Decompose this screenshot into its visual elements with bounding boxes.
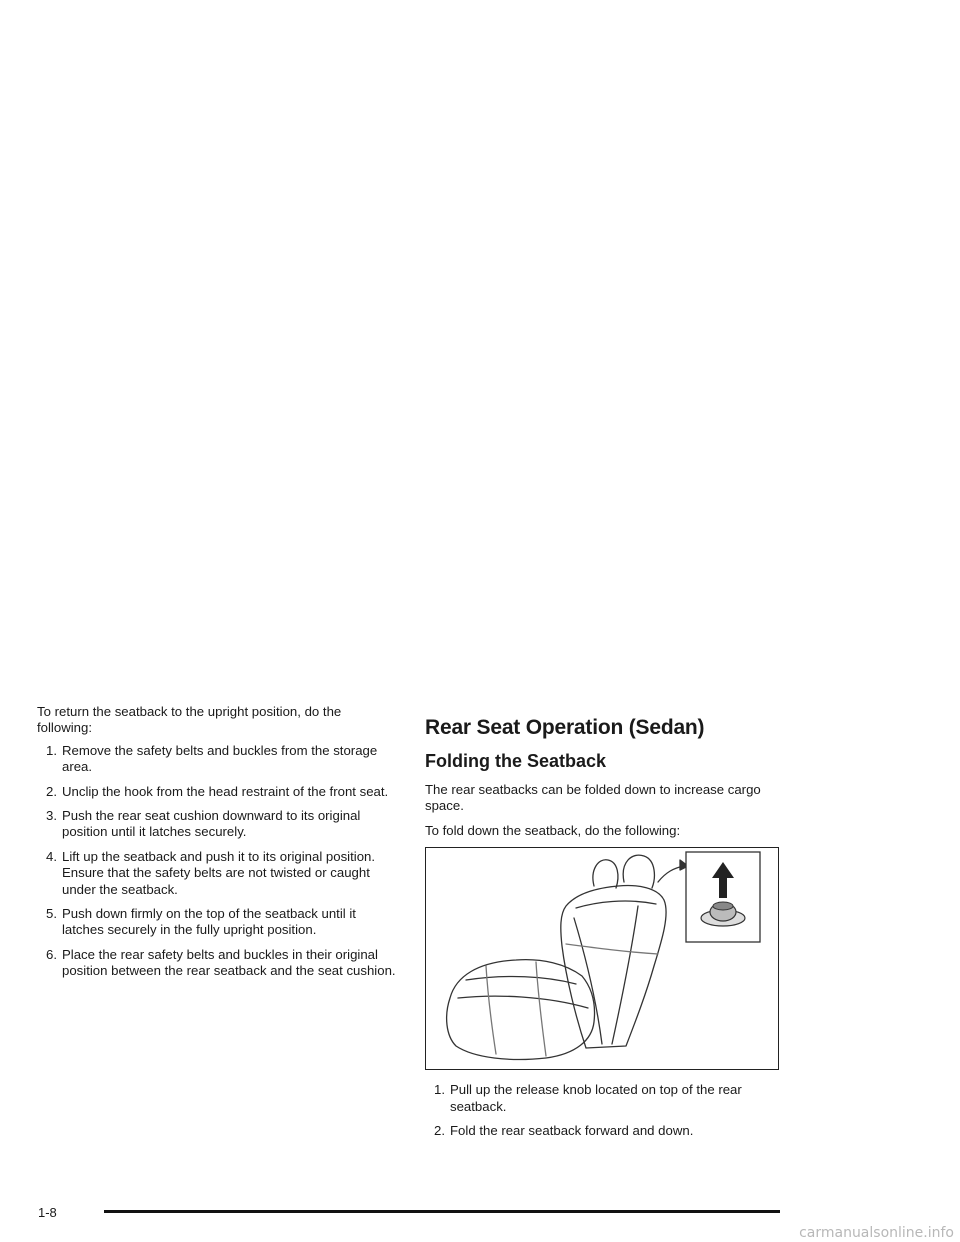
step-text: Place the rear safety belts and buckles in their original position between the rear seatback and the seat cushion.: [62, 946, 396, 979]
step-text: Push down firmly on the top of the seatback until it latches securely in the fully upright position.: [62, 906, 356, 938]
step-number: 5.: [46, 906, 57, 922]
seat-illustration: [425, 847, 779, 1070]
watermark: carmanualsonline.info: [799, 1225, 954, 1241]
step-text: Push the rear seat cushion downward to its original position until it latches securely.: [62, 808, 361, 840]
seatback: [561, 886, 666, 1048]
page-number: 1-8: [38, 1205, 57, 1220]
sub-title: Folding the Seatback: [425, 751, 607, 771]
list-item: [425, 1082, 781, 1115]
list-item: [37, 784, 399, 800]
left-column: [37, 704, 399, 988]
step-text: Lift up the seatback and push it to its original position. Ensure that the safety belts are not twisted or caught under the seatback.: [62, 848, 376, 897]
step-text: Remove the safety belts and buckles from the storage area.: [62, 742, 378, 775]
seat-cushion: [447, 960, 595, 1060]
description-paragraph: The rear seatbacks can be folded down to increase cargo space.: [425, 782, 761, 814]
list-item: [425, 1123, 781, 1139]
head-restraint-right: [623, 855, 654, 888]
section-title: Rear Seat Operation (Sedan): [425, 716, 705, 739]
step-text: Fold the rear seatback forward and down.: [450, 1123, 694, 1139]
list-item: [37, 743, 399, 776]
step-number: 3.: [46, 808, 57, 824]
instruction-paragraph: To fold down the seatback, do the following:: [425, 822, 681, 838]
list-item: [37, 947, 399, 980]
step-number: 6.: [46, 946, 57, 962]
rear-seat-drawing: [426, 848, 780, 1071]
step-text: Pull up the release knob located on top of the rear seatback.: [450, 1082, 742, 1114]
step-number: 4.: [46, 848, 57, 864]
step-number: 2.: [46, 783, 57, 799]
footer-rule: [104, 1210, 780, 1213]
head-restraint-left: [593, 860, 618, 888]
intro-paragraph: To return the seatback to the upright position, do the following:: [37, 704, 342, 736]
step-number: 1.: [434, 1082, 445, 1098]
step-text: Unclip the hook from the head restraint of the front seat.: [62, 783, 389, 799]
fold-steps-list: [425, 1082, 781, 1139]
list-item: [37, 808, 399, 841]
right-column: [425, 704, 781, 1147]
list-item: [37, 849, 399, 898]
step-number: 2.: [434, 1123, 445, 1139]
step-number: 1.: [46, 742, 57, 758]
return-steps-list: [37, 743, 399, 980]
list-item: [37, 906, 399, 939]
